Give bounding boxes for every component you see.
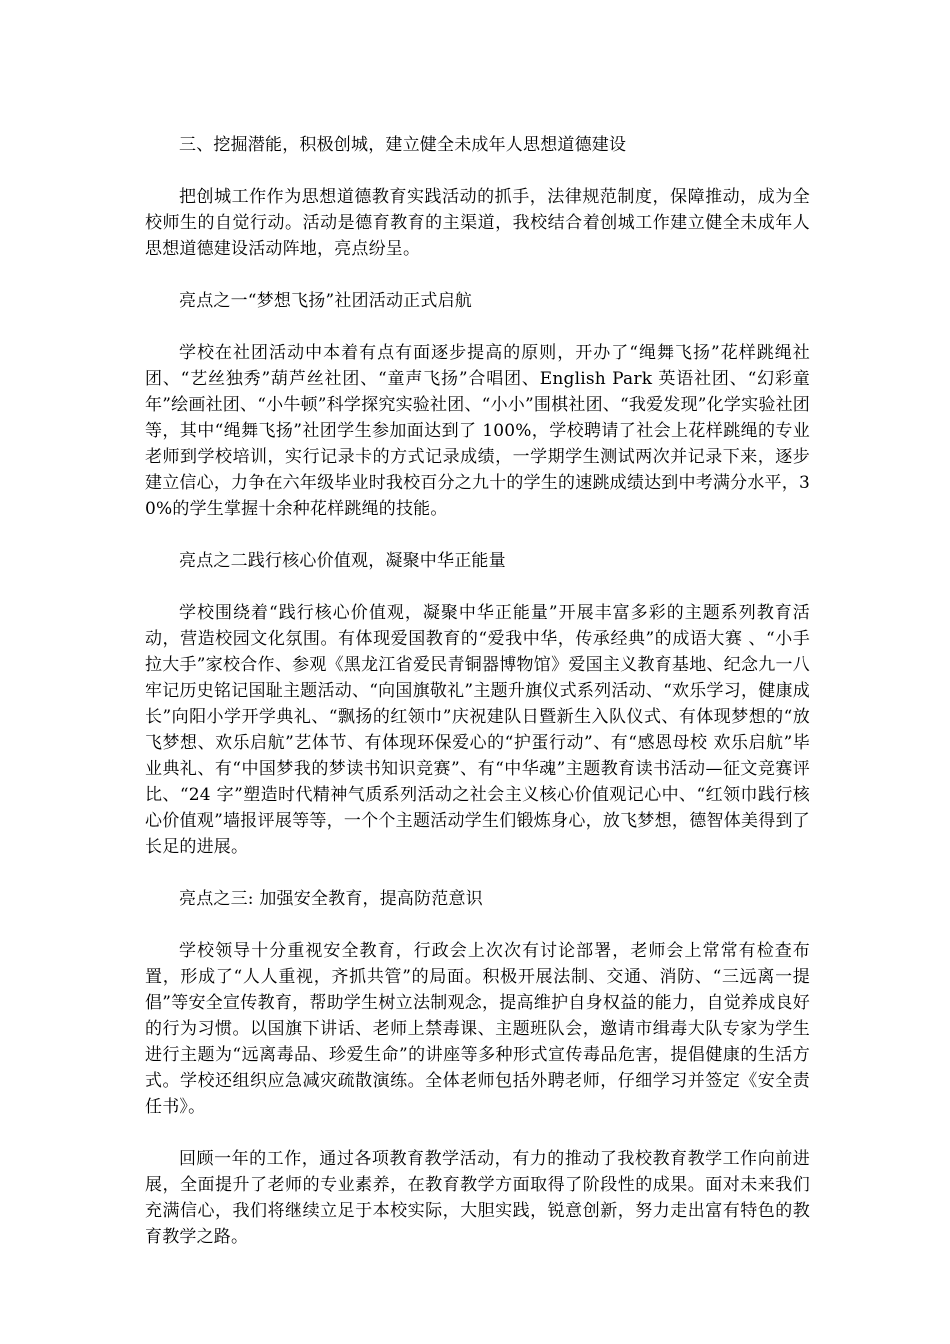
highlight-heading-1: 亮点之一“梦想飞扬”社团活动正式启航 — [179, 291, 472, 311]
paragraph: 把创城工作作为思想道德教育实践活动的抓手，法律规范制度，保障推动，成为全校师生的自觉行动。活动是德育教育的主渠道，我校结合着创城工作建立健全未成年人思想道德建设活动阵地，亮点纷呈。 — [145, 187, 810, 259]
highlight-heading-2: 亮点之二践行核心价值观，凝聚中华正能量 — [179, 551, 506, 571]
document-page — [145, 132, 810, 1276]
paragraph: 学校围绕着“践行核心价值观，凝聚中华正能量”开展丰富多彩的主题系列教育活动，营造校园文化氛围。有体现爱国教育的“爱我中华，传承经典”的成语大赛 、“小手拉大手”家校合作、参观《黑龙江省爱民青铜器博物馆》爱国主义教育基地、纪念九一八牢记历史铭记国耻主题活动、“向国旗敬礼”主题升旗仪式系列活动、“欢乐学习，健康成长”向阳小学开学典礼、“飘扬的红领巾”庆祝建队日暨新生入队仪式、有体现梦想的“放飞梦想、欢乐启航”艺体节、有体现环保爱心的“护蛋行动”、有“感恩母校 欢乐启航”毕业典礼、有“中国梦我的梦读书知识竞赛”、有“中华魂”主题教育读书活动—征文竞赛评比、“24 字”塑造时代精神气质系列活动之社会主义核心价值观记心中、“红领巾践行核心价值观”墙报评展等等，一个个主题活动学生们锻炼身心，放飞梦想，德智体美得到了长足的进展。 — [145, 603, 810, 857]
section-heading: 三、挖掘潜能，积极创城，建立健全未成年人思想道德建设 — [179, 135, 627, 155]
closing-paragraph: 回顾一年的工作，通过各项教育教学活动，有力的推动了我校教育教学工作向前进展，全面提升了老师的专业素养，在教育教学方面取得了阶段性的成果。面对未来我们充满信心，我们将继续立足于本校实际，大胆实践，锐意创新，努力走出富有特色的教育教学之路。 — [145, 1149, 810, 1247]
paragraph: 学校领导十分重视安全教育，行政会上次次有讨论部署，老师会上常常有检查布置，形成了“人人重视，齐抓共管”的局面。积极开展法制、交通、消防、“三远离一提倡”等安全宣传教育，帮助学生树立法制观念，提高维护自身权益的能力，自觉养成良好的行为习惯。以国旗下讲话、老师上禁毒课、主题班队会，邀请市缉毒大队专家为学生进行主题为“远离毒品、珍爱生命”的讲座等多种形式宣传毒品危害，提倡健康的生活方式。学校还组织应急减灾疏散演练。全体老师包括外聘老师，仔细学习并签定《安全责任书》。 — [145, 941, 810, 1117]
paragraph: 学校在社团活动中本着有点有面逐步提高的原则，开办了“绳舞飞扬”花样跳绳社团、“艺丝独秀”葫芦丝社团、“童声飞扬”合唱团、English Park 英语社团、“幻彩童年”绘画社团、“小牛顿”科学探究实验社团、“小小”围棋社团、“我爱发现”化学实验社团等，其中“绳舞飞扬”社团学生参加面达到了 100%，学校聘请了社会上花样跳绳的专业老师到学校培训，实行记录卡的方式记录成绩，一学期学生测试两次并记录下来，逐步建立信心，力争在六年级毕业时我校百分之九十的学生的速跳成绩达到中考满分水平，30%的学生掌握十余种花样跳绳的技能。 — [145, 343, 810, 519]
highlight-heading-3: 亮点之三: 加强安全教育，提高防范意识 — [179, 889, 483, 909]
